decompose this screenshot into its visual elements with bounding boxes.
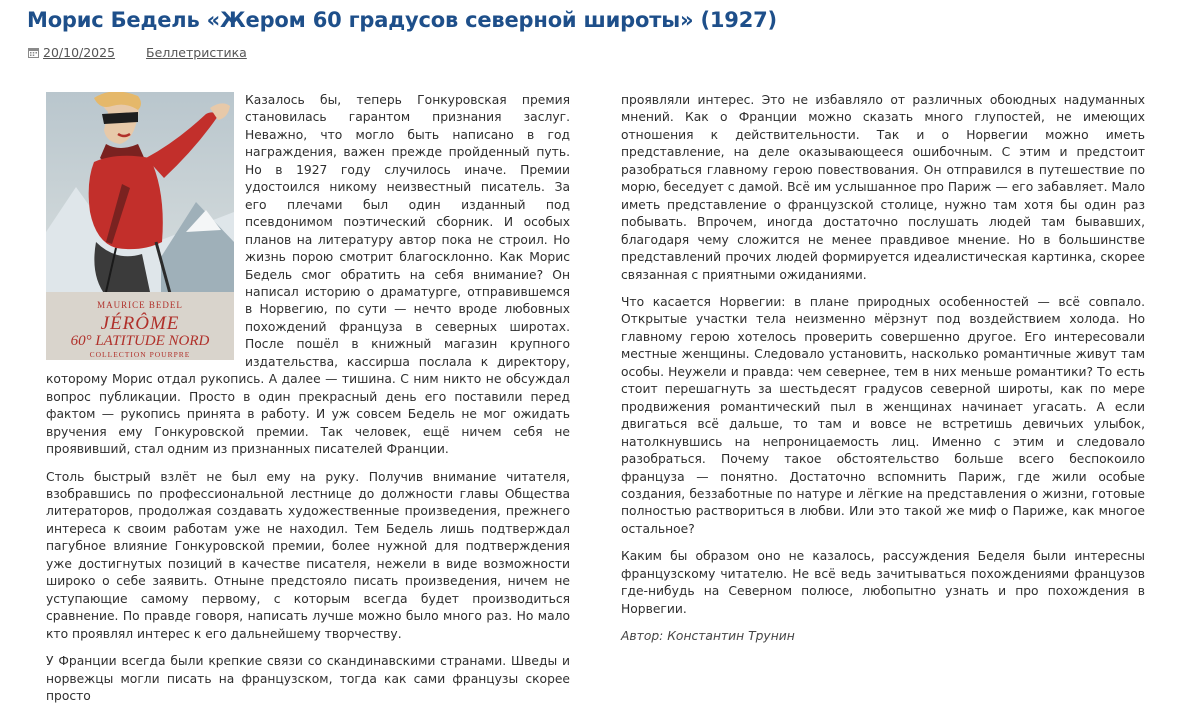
svg-text:JÉRÔME: JÉRÔME [100, 313, 180, 334]
paragraph: Что касается Норвегии: в плане природных особенностей — всё совпало. Открытые участки тела неизменно мёрзнут под воздействием холода. Но главному герою хотелось проверить совершенно другое. Его интересовали местные женщины. Следовало установить, насколько романтичные живут там особы. Неужели и правда: чем севернее, тем в них меньше романтики? То есть стоит перешагнуть за шестьдесят градусов северной широты, как по мере продвижения романтический пыл в женщинах начинает угасать. А если двигаться всё дальше, то там и вовсе не встретишь девичьих улыбок, натолкнувшись на непроницаемость лиц. Именно с этим и следовало разобраться. Почему такое обстоятельство больше всего беспокоило француза — понятно. Достаточно вспомнить Париж, где жили особые создания, беззаботные по натуре и лёгкие на представления о жизни, готовые полностью раствориться в любви. Или это такой же миф о Париже, как многое остальное? [621, 294, 1145, 536]
article-column-right [621, 92, 1145, 656]
book-cover-image [46, 92, 234, 360]
paragraph: проявляли интерес. Это не избавляло от различных обоюдных надуманных мнений. Как о Франции можно сказать много глупостей, не имеющих отношения к действительности. Так и о Норвегии можно иметь представление, на деле оказывающееся ошибочным. С этим и предстоит разобраться главному герою повествования. Он отправился в путешествие по морю, беседует с дамой. Всё им услышанное про Париж — его забавляет. Мало иметь представление о французской столице, нужно там хотя бы один раз побывать. Впрочем, иногда достаточно послушать людей там бывавших, благодаря чему сложится не менее правдивое мнение. Но в большинстве представлений прочих людей формируется идеалистическая картинка, скорее связанная с приятными ожиданиями. [621, 93, 1145, 282]
paragraph: Каким бы образом оно не казалось, рассуждения Беделя были интересны французскому читателю. Не всё ведь зачитываться похождениями французов где-нибудь на Северном полюсе, любопытно узнать и про похождения в Норвегии. [621, 549, 1145, 616]
paragraph: У Франции всегда были крепкие связи со скандинавскими странами. Шведы и норвежцы могли писать на французском, тогда как сами французы скорее просто [46, 654, 570, 703]
paragraph: Казалось бы, теперь Гонкуровская премия становилась гарантом признания заслуг. Неважно, что могло быть написано в год награждения, важен прежде пройденный путь. Но в 1927 году случилось иначе. Премии удостоился никому неизвестный писатель. За его плечами был один изданный под псевдонимом поэтический сборник. И особых планов на литературу автор пока не строил. Но жизнь порою смотрит благосклонно. Как Морис Бедель смог обратить на себя внимание? Он написал историю о драматурге, отправившемся в Норвегию, по сути — нечто вроде любовных похождений француза в северных широтах. После пошёл в книжный магазин крупного издательства, кассирша послала к директору, которому Морис отдал рукопись. А далее — тишина. С ним никто не обсуждал вопрос публикации. Просто в один прекрасный день его поставили перед фактом — рукопись принята в работу. И уж совсем Бедель не мог ожидать вручения ему Гонкуровской премии. Так человек, ещё ничем себя не проявивший, стал одним из признанных писателей Франции. [46, 93, 570, 457]
paragraph: Столь быстрый взлёт не был ему на руку. Получив внимание читателя, взобравшись по профессиональной лестнице до должности главы Общества литераторов, продолжая создавать художественные произведения, прежнего интереса к своим работам уже не находил. Тем Бедель лишь подтверждал пагубное влияние Гонкуровской премии, более нужной для подтверждения уже достигнутых позиций в качестве писателя, нежели в виде возможности широко о себе заявить. Отныне предстояло писать произведения, ничем не уступающие самому первому, с которым всегда будет производиться сравнение. По правде говоря, написать лучше можно было много раз. Но мало кто проявлял интерес к его дальнейшему творчеству. [46, 469, 570, 641]
author-line: Автор: Константин Трунин [621, 629, 795, 644]
svg-text:MAURICE BEDEL: MAURICE BEDEL [97, 300, 183, 310]
post-date-link[interactable]: 20/10/2025 [43, 45, 116, 60]
article-column-left [46, 92, 570, 715]
category-link[interactable]: Беллетристика [146, 45, 247, 60]
calendar-icon [28, 47, 39, 58]
article-title[interactable]: Морис Бедель «Жером 60 градусов северной широты» (1927) [27, 8, 777, 32]
svg-text:COLLECTION POURPRE: COLLECTION POURPRE [89, 350, 191, 359]
post-meta [28, 45, 247, 60]
svg-text:60° LATITUDE NORD: 60° LATITUDE NORD [70, 333, 210, 349]
